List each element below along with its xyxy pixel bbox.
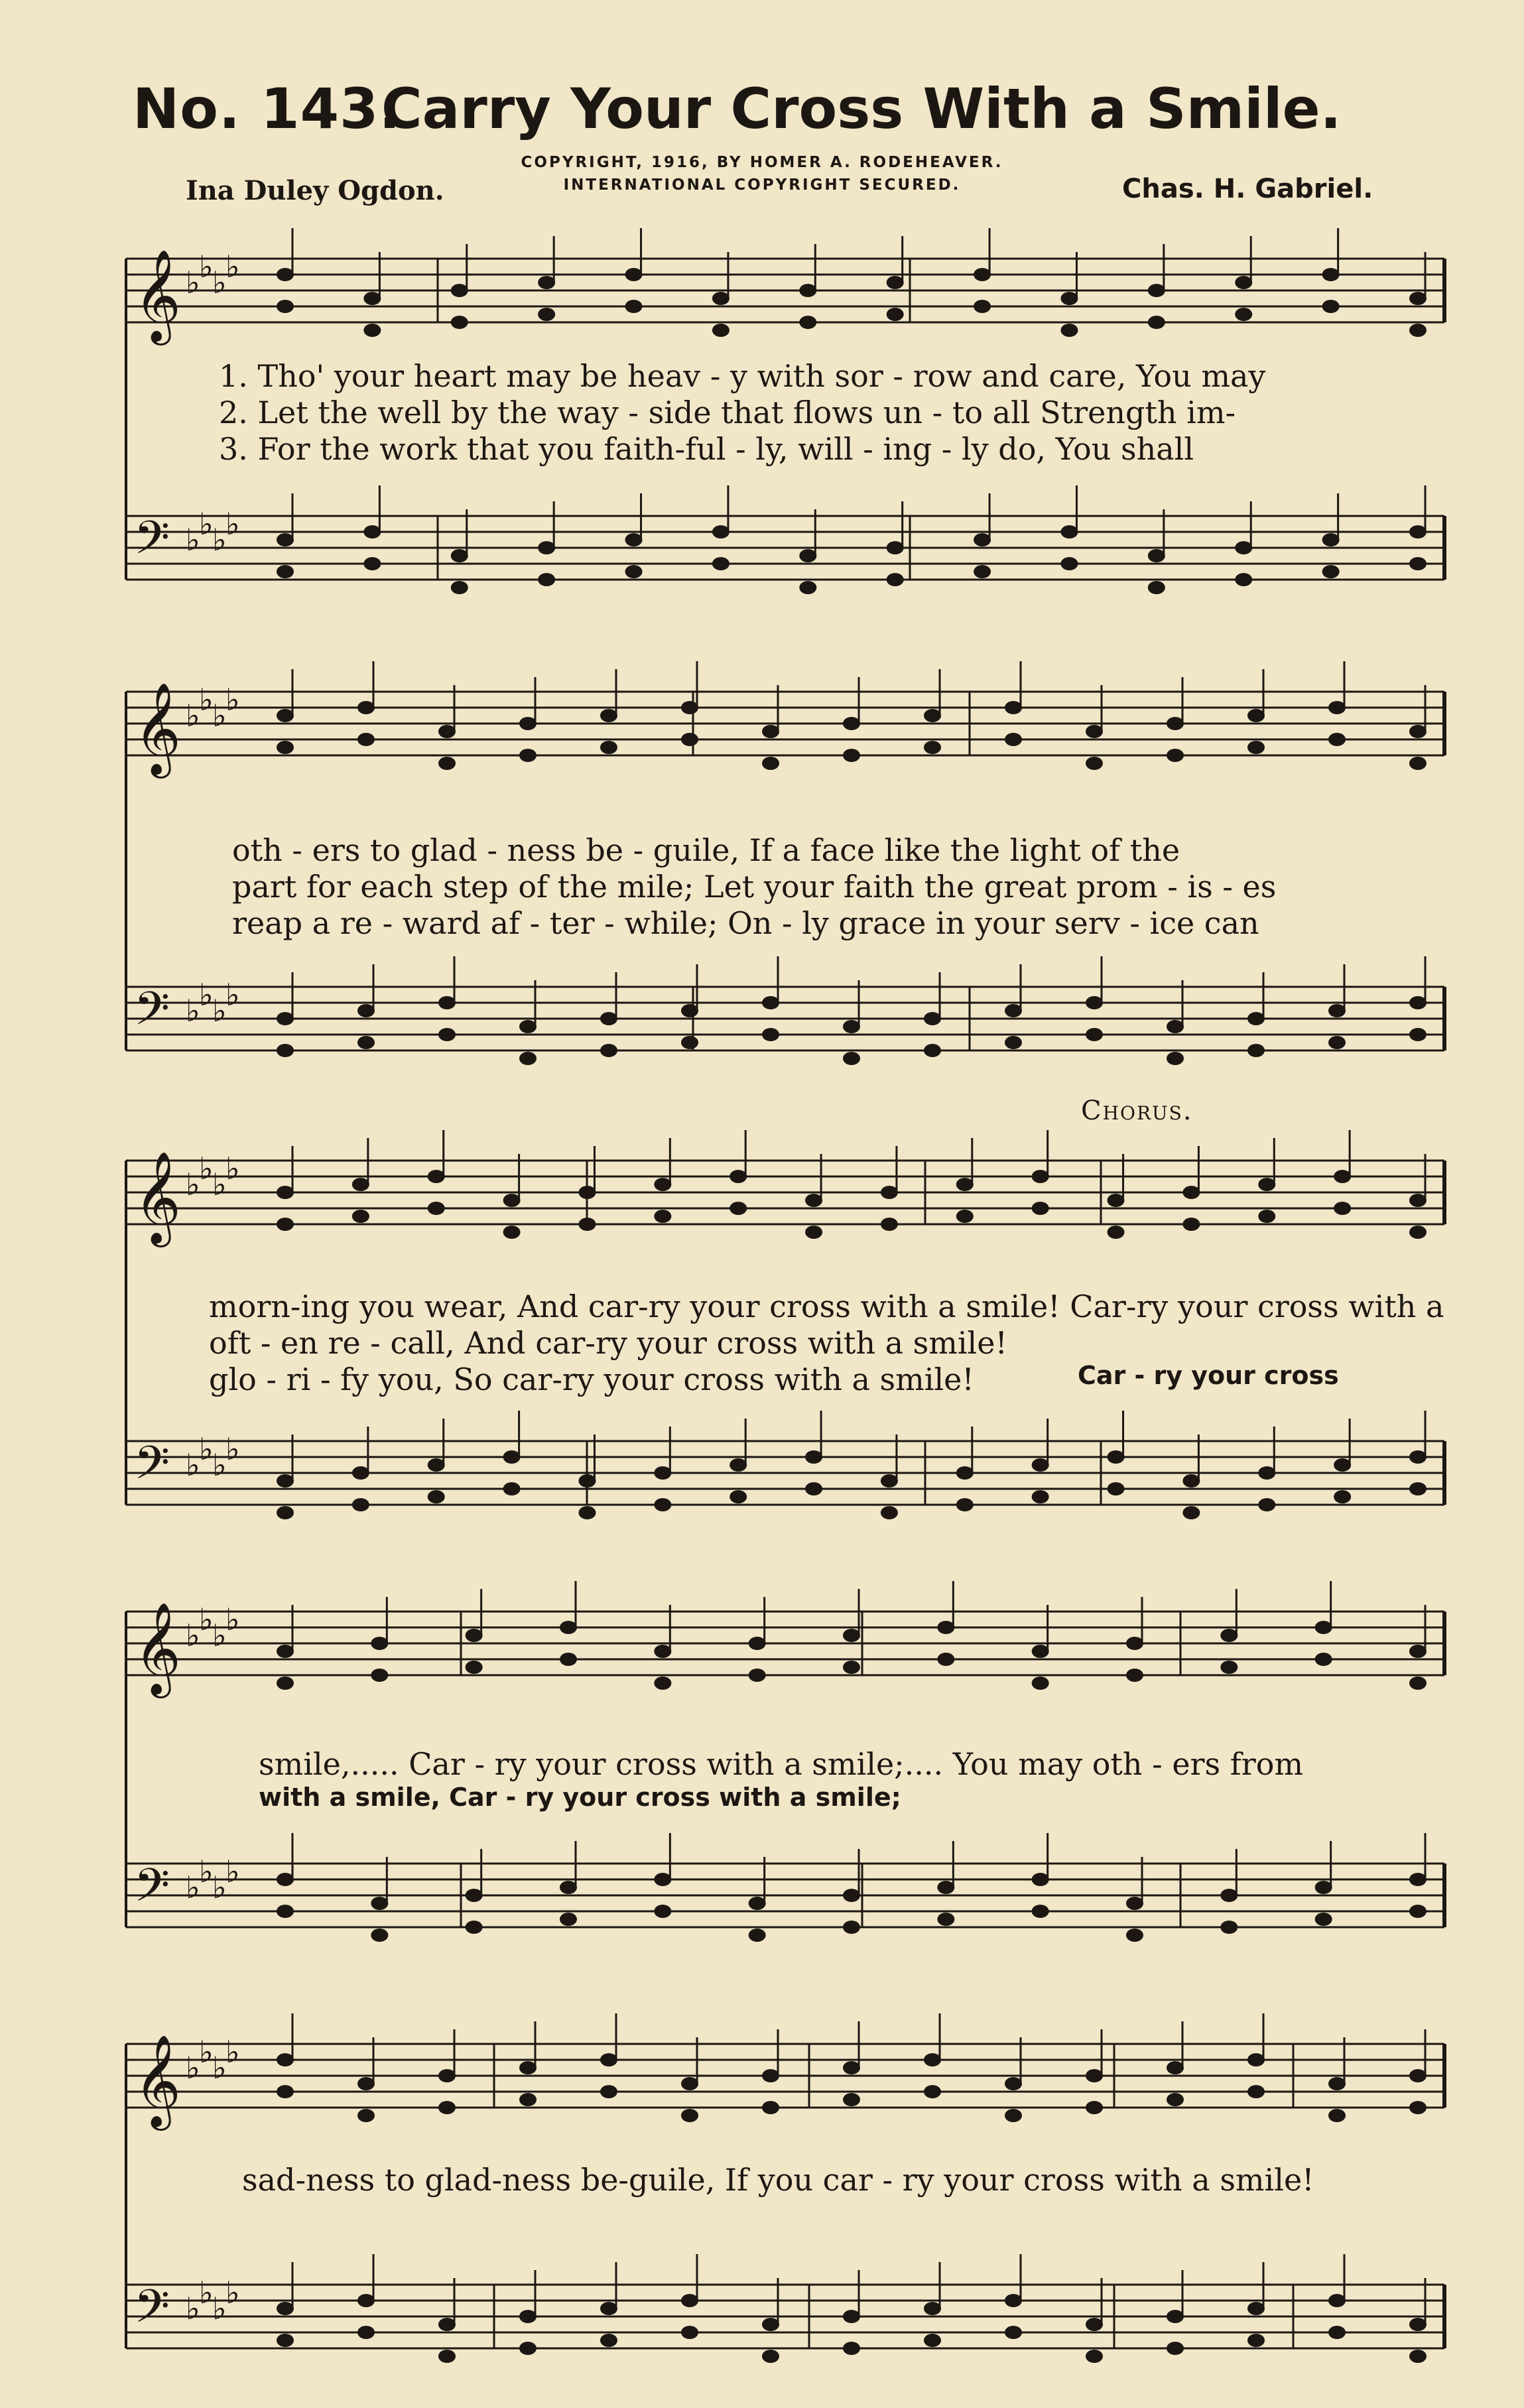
- flat-icon: ♭: [186, 2050, 200, 2086]
- note: [438, 2029, 456, 2114]
- bass-clef-icon: 𝄢: [134, 511, 170, 576]
- flat-icon: ♭: [199, 1431, 214, 1467]
- note: [712, 485, 730, 570]
- note: [843, 677, 860, 762]
- bass-clef-icon: 𝄢: [134, 1858, 170, 1923]
- hymn-number: No. 143.: [133, 76, 401, 141]
- note: [1258, 1138, 1275, 1223]
- note: [1328, 661, 1346, 746]
- note: [1409, 956, 1427, 1041]
- note: [277, 669, 294, 754]
- flat-icon: ♭: [225, 1854, 240, 1889]
- note: [451, 244, 468, 329]
- system-3-treble-staff: [126, 1130, 1444, 1247]
- flat-icon: ♭: [212, 2291, 227, 2326]
- note: [428, 1130, 445, 1215]
- note: [1328, 964, 1346, 1049]
- note: [974, 228, 991, 313]
- note: [1108, 1411, 1125, 1495]
- system-4-alto-line: with a smile, Car - ry your cross with a smile;: [259, 1783, 901, 1812]
- bass-clef-icon: 𝄢: [134, 2279, 170, 2344]
- hymn-title: Carry Your Cross With a Smile.: [381, 76, 1342, 141]
- note: [681, 2254, 698, 2339]
- note: [600, 669, 617, 754]
- note: [519, 677, 537, 762]
- note: [924, 972, 941, 1057]
- note: [371, 1597, 388, 1682]
- system-3-alto-line: Car - ry your cross: [1078, 1361, 1339, 1390]
- flat-icon: ♭: [225, 506, 240, 542]
- note: [1328, 2254, 1346, 2339]
- bass-clef-icon: 𝄢: [134, 1436, 170, 1501]
- note: [277, 1146, 294, 1231]
- note: [519, 980, 537, 1065]
- system-5-treble-staff: [126, 2013, 1444, 2131]
- system-1-bass-staff: [126, 485, 1444, 594]
- note: [1315, 1841, 1332, 1926]
- flat-icon: ♭: [199, 1854, 214, 1889]
- note: [277, 1833, 294, 1918]
- flat-icon: ♭: [199, 1151, 214, 1186]
- note: [1334, 1130, 1351, 1215]
- note: [277, 1434, 294, 1519]
- note: [1220, 1589, 1238, 1674]
- note: [1328, 2037, 1346, 2122]
- flat-icon: ♭: [225, 1431, 240, 1467]
- note: [438, 2278, 456, 2363]
- note: [762, 685, 779, 770]
- note: [805, 1154, 822, 1239]
- note: [1409, 2029, 1427, 2114]
- note: [1167, 2270, 1184, 2355]
- note: [503, 1154, 521, 1239]
- copyright-line-2: INTERNATIONAL COPYRIGHT SECURED.: [563, 176, 961, 194]
- note: [1247, 972, 1265, 1057]
- lyricist-credit: Ina Duley Ogdon.: [186, 175, 444, 206]
- note: [805, 1411, 822, 1495]
- note: [600, 2013, 617, 2098]
- note: [560, 1581, 577, 1666]
- note: [1322, 228, 1340, 313]
- system-3-verse-3: glo - ri - fy you, So car-ry your cross with a smile!: [209, 1362, 974, 1397]
- note: [1409, 252, 1427, 337]
- note: [277, 2262, 294, 2347]
- flat-icon: ♭: [225, 1602, 240, 1637]
- note: [762, 2278, 779, 2363]
- note: [560, 1841, 577, 1926]
- flat-icon: ♭: [199, 2034, 214, 2070]
- note: [1148, 509, 1165, 594]
- system-2-verse-3: reap a re - ward af - ter - while; On - ly grace in your serv - ice can: [232, 905, 1259, 941]
- note: [625, 228, 643, 313]
- note: [600, 972, 617, 1057]
- note: [1409, 685, 1427, 770]
- flat-icon: ♭: [186, 993, 200, 1029]
- note: [438, 685, 456, 770]
- chorus-label: Chorus.: [1081, 1096, 1193, 1126]
- flat-icon: ♭: [186, 2291, 200, 2326]
- note: [654, 1426, 671, 1511]
- note: [1182, 1146, 1200, 1231]
- copyright-line-1: COPYRIGHT, 1916, BY HOMER A. RODEHEAVER.: [521, 154, 1003, 171]
- note: [1005, 661, 1022, 746]
- system-2-treble-staff: [126, 661, 1444, 779]
- note: [843, 2021, 860, 2106]
- note: [519, 2021, 537, 2106]
- flat-icon: ♭: [186, 1167, 200, 1202]
- note: [600, 2262, 617, 2347]
- note: [1086, 685, 1103, 770]
- flat-icon: ♭: [199, 977, 214, 1013]
- note: [762, 956, 779, 1041]
- note: [625, 493, 643, 578]
- note: [538, 501, 555, 586]
- system-3-verse-1: morn-ing you wear, And car-ry your cross with a smile! Car-ry your cross with a: [209, 1289, 1444, 1324]
- note: [1409, 2278, 1427, 2363]
- flat-icon: ♭: [225, 249, 240, 285]
- flat-icon: ♭: [212, 1869, 227, 1905]
- note: [519, 2270, 537, 2355]
- flat-icon: ♭: [199, 249, 214, 285]
- note: [352, 1138, 369, 1223]
- flat-icon: ♭: [186, 265, 200, 300]
- flat-icon: ♭: [212, 522, 227, 558]
- flat-icon: ♭: [212, 1617, 227, 1653]
- system-5-lyric: sad-ness to glad-ness be-guile, If you car - ry your cross with a smile!: [242, 2162, 1314, 2198]
- note: [749, 1857, 766, 1942]
- note: [357, 2254, 375, 2339]
- note: [799, 509, 816, 594]
- flat-icon: ♭: [225, 682, 240, 718]
- treble-clef-icon: 𝄞: [134, 2035, 181, 2127]
- note: [1182, 1434, 1200, 1519]
- system-4-bass-staff: [126, 1833, 1444, 1942]
- note: [654, 1833, 671, 1918]
- note: [843, 980, 860, 1065]
- system-3-bass-staff: [126, 1411, 1444, 1519]
- note: [277, 972, 294, 1057]
- note: [1005, 964, 1022, 1049]
- note: [451, 509, 468, 594]
- note: [1086, 2029, 1103, 2114]
- composer-credit: Chas. H. Gabriel.: [1122, 174, 1373, 204]
- flat-icon: ♭: [225, 2275, 240, 2311]
- note: [881, 1434, 898, 1519]
- flat-icon: ♭: [186, 522, 200, 558]
- flat-icon: ♭: [212, 993, 227, 1029]
- flat-icon: ♭: [212, 1167, 227, 1202]
- note: [466, 1589, 483, 1674]
- note: [843, 2270, 860, 2355]
- note: [1126, 1857, 1143, 1942]
- note: [1005, 2037, 1022, 2122]
- note: [1126, 1597, 1143, 1682]
- note: [1086, 2278, 1103, 2363]
- note: [1060, 485, 1078, 570]
- note: [956, 1138, 974, 1223]
- system-1-verse-1: 1. Tho' your heart may be heav - y with sor - row and care, You may: [219, 358, 1266, 394]
- note: [762, 2029, 779, 2114]
- flat-icon: ♭: [186, 1617, 200, 1653]
- flat-icon: ♭: [186, 1447, 200, 1483]
- note: [1148, 244, 1165, 329]
- note: [277, 493, 294, 578]
- system-5-bass-staff: [126, 2254, 1444, 2363]
- system-3-verse-2: oft - en re - call, And car-ry your cross with a smile!: [209, 1325, 1007, 1361]
- system-1-verse-2: 2. Let the well by the way - side that flows un - to all Strength im-: [219, 395, 1236, 430]
- note: [1258, 1426, 1275, 1511]
- note: [654, 1605, 671, 1690]
- note: [1167, 2021, 1184, 2106]
- note: [1409, 1154, 1427, 1239]
- system-2-verse-1: oth - ers to glad - ness be - guile, If a face like the light of the: [232, 832, 1180, 868]
- note: [1334, 1419, 1351, 1503]
- note: [1108, 1154, 1125, 1239]
- note: [730, 1130, 747, 1215]
- flat-icon: ♭: [186, 1869, 200, 1905]
- note: [730, 1419, 747, 1503]
- treble-clef-icon: 𝄞: [134, 1151, 181, 1243]
- note: [1235, 236, 1252, 321]
- treble-clef-icon: 𝄞: [134, 249, 181, 342]
- note: [887, 501, 904, 586]
- note: [843, 1849, 860, 1934]
- note: [1247, 2013, 1265, 2098]
- note: [363, 252, 381, 337]
- note: [1409, 1411, 1427, 1495]
- note: [712, 252, 730, 337]
- flat-icon: ♭: [199, 2275, 214, 2311]
- note: [428, 1419, 445, 1503]
- note: [956, 1426, 974, 1511]
- note: [749, 1597, 766, 1682]
- note: [357, 661, 375, 746]
- note: [1032, 1419, 1049, 1503]
- note: [843, 1589, 860, 1674]
- system-1-verse-3: 3. For the work that you faith-ful - ly, will - ing - ly do, You shall: [219, 431, 1194, 467]
- note: [974, 493, 991, 578]
- note: [357, 964, 375, 1049]
- note: [681, 661, 698, 746]
- system-2-verse-2: part for each step of the mile; Let your faith the great prom - is - es: [232, 869, 1277, 905]
- system-2-bass-staff: [126, 956, 1444, 1065]
- note: [466, 1849, 483, 1934]
- flat-icon: ♭: [199, 682, 214, 718]
- note: [503, 1411, 521, 1495]
- flat-icon: ♭: [199, 1602, 214, 1637]
- note: [1032, 1833, 1049, 1918]
- flat-icon: ♭: [225, 977, 240, 1013]
- note: [654, 1138, 671, 1223]
- system-1-treble-staff: [126, 228, 1444, 346]
- system-4-lyric: smile,..... Car - ry your cross with a smile;.... You may oth - ers from: [259, 1746, 1304, 1782]
- note: [1005, 2254, 1022, 2339]
- note: [799, 244, 816, 329]
- flat-icon: ♭: [212, 1447, 227, 1483]
- note: [277, 228, 294, 313]
- note: [681, 2037, 698, 2122]
- note: [1060, 252, 1078, 337]
- flat-icon: ♭: [225, 2034, 240, 2070]
- note: [1322, 493, 1340, 578]
- note: [438, 956, 456, 1041]
- note: [1032, 1605, 1049, 1690]
- bass-clef-icon: 𝄢: [134, 982, 170, 1046]
- note: [363, 485, 381, 570]
- note: [1409, 1833, 1427, 1918]
- note: [937, 1841, 954, 1926]
- note: [357, 2037, 375, 2122]
- note: [538, 236, 555, 321]
- note: [1220, 1849, 1238, 1934]
- flat-icon: ♭: [199, 506, 214, 542]
- note: [1247, 669, 1265, 754]
- flat-icon: ♭: [212, 698, 227, 733]
- note: [1235, 501, 1252, 586]
- note: [937, 1581, 954, 1666]
- note: [924, 669, 941, 754]
- note: [881, 1146, 898, 1231]
- note: [1167, 677, 1184, 762]
- note: [681, 964, 698, 1049]
- system-4-treble-staff: [126, 1581, 1444, 1698]
- note: [371, 1857, 388, 1942]
- treble-clef-icon: 𝄞: [134, 1602, 181, 1694]
- note: [1167, 980, 1184, 1065]
- note: [1032, 1130, 1049, 1215]
- note: [924, 2013, 941, 2098]
- flat-icon: ♭: [225, 1151, 240, 1186]
- note: [887, 236, 904, 321]
- flat-icon: ♭: [212, 2050, 227, 2086]
- flat-icon: ♭: [186, 698, 200, 733]
- treble-clef-icon: 𝄞: [134, 682, 181, 775]
- note: [352, 1426, 369, 1511]
- note: [1247, 2262, 1265, 2347]
- note: [1315, 1581, 1332, 1666]
- note: [1086, 956, 1103, 1041]
- flat-icon: ♭: [212, 265, 227, 300]
- note: [277, 2013, 294, 2098]
- note: [1409, 485, 1427, 570]
- note: [1409, 1605, 1427, 1690]
- note: [924, 2262, 941, 2347]
- note: [578, 1146, 596, 1231]
- note: [277, 1605, 294, 1690]
